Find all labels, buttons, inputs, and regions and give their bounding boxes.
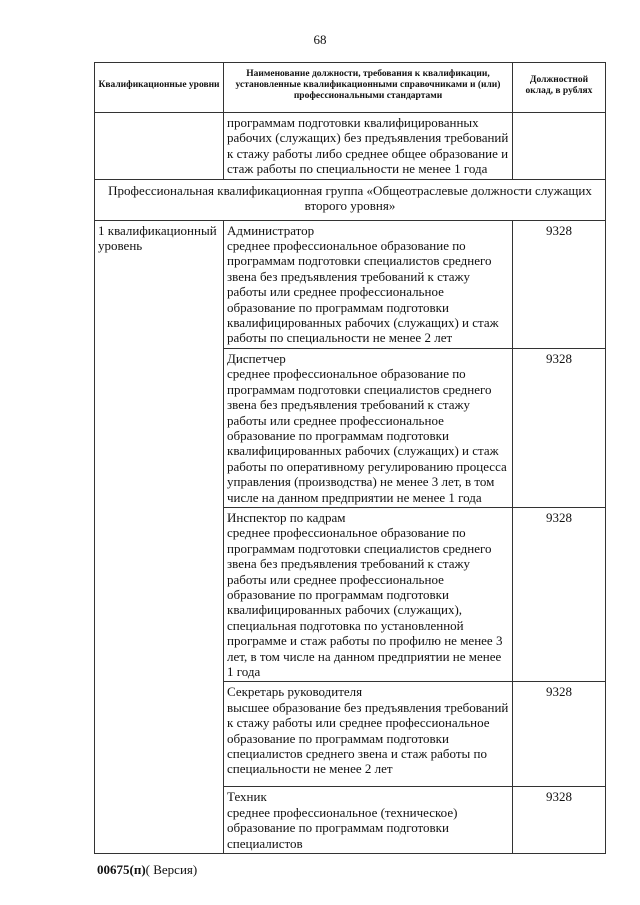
header-levels: Квалификационные уровни bbox=[95, 63, 224, 113]
header-positions: Наименование должности, требования к квалификации, установленные квалификационными справочниками и (или) профессиональными стандартами bbox=[224, 63, 513, 113]
table-header-row bbox=[95, 63, 606, 113]
continuation-level-cell bbox=[95, 113, 224, 180]
group-title: Профессиональная квалификационная группа «Общеотраслевые должности служащих второго уровня» bbox=[95, 179, 606, 220]
qualification-table bbox=[94, 62, 606, 854]
position-requirements: среднее профессиональное образование по программам подготовки специалистов среднего звена без предъявления требований к стажу работы или среднее профессиональное образование по программам подготовки квалифицированных рабочих (служащих), специальная подготовка по установленной программе и стаж работы по профилю не менее 3 лет, в том числе на данном предприятии не менее 1 года bbox=[227, 525, 503, 679]
position-requirements: высшее образование без предъявления требований к стажу работы или среднее профессиональное образование по программам подготовки специалистов среднего звена и стаж работы по специальности не менее 2 лет bbox=[227, 699, 509, 777]
continuation-text: программам подготовки квалифицированных рабочих (служащих) без предъявления требований к стажу работы либо среднее общее образование и стаж работы по специальности не менее 1 года bbox=[224, 113, 513, 180]
continuation-row bbox=[95, 113, 606, 180]
position-title: Диспетчер bbox=[227, 350, 286, 366]
salary-value: 9328 bbox=[513, 220, 606, 348]
salary-value: 9328 bbox=[513, 507, 606, 681]
position-title: Техник bbox=[227, 789, 267, 805]
position-cell bbox=[224, 682, 513, 787]
page-number: 68 bbox=[313, 32, 327, 47]
doc-code: 00675(п) bbox=[97, 862, 146, 877]
position-cell bbox=[224, 348, 513, 507]
salary-value: 9328 bbox=[513, 348, 606, 507]
position-title: Инспектор по кадрам bbox=[227, 509, 346, 525]
version-label: ( Версия) bbox=[145, 862, 198, 877]
position-cell bbox=[224, 507, 513, 681]
position-requirements: среднее профессиональное образование по программам подготовки специалистов среднего звена без предъявления требований к стажу работы или среднее профессиональное образование по программам подготовки квалифицированных рабочих (служащих) и стаж работы по специальности не менее 2 лет bbox=[227, 238, 499, 346]
continuation-salary-cell bbox=[513, 113, 606, 180]
position-title: Секретарь руководителя bbox=[227, 684, 363, 700]
position-cell bbox=[224, 787, 513, 854]
position-cell bbox=[224, 220, 513, 348]
position-requirements: среднее профессиональное (техническое) образование по программам подготовки специалистов bbox=[227, 804, 458, 851]
footer bbox=[97, 862, 197, 878]
group-row bbox=[95, 179, 606, 220]
position-title: Администратор bbox=[227, 222, 315, 238]
salary-value: 9328 bbox=[513, 682, 606, 787]
level-label: 1 квалификационный уровень bbox=[95, 220, 224, 853]
table-row bbox=[95, 220, 606, 348]
position-requirements: среднее профессиональное образование по программам подготовки специалистов среднего звена без предъявления требований к стажу работы или среднее профессиональное образование по программам подготовки квалифицированных рабочих (служащих) и стаж работы по оперативному регулированию процесса управления (производства) не менее 3 лет, в том числе на данном предприятии не менее 1 года bbox=[227, 366, 507, 505]
header-salary: Должностной оклад, в рублях bbox=[513, 63, 606, 113]
salary-value: 9328 bbox=[513, 787, 606, 854]
